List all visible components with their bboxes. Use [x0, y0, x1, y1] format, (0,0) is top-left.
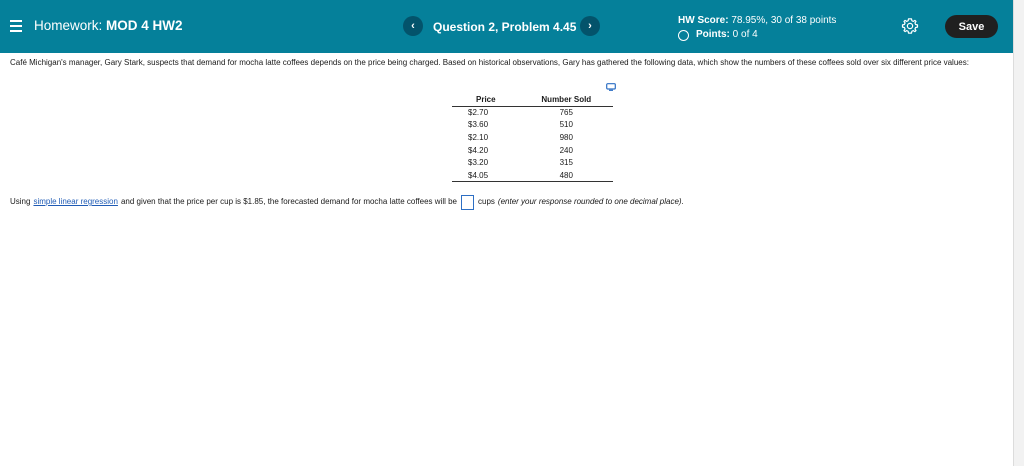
question-label: Question 2, Problem 4.45: [433, 20, 577, 34]
table-row: [452, 119, 613, 132]
number-sold-cell: 510: [559, 120, 573, 130]
price-column-header: Price: [452, 94, 520, 106]
number-sold-cell: 315: [559, 158, 573, 168]
answer-text-before: Using: [10, 197, 31, 206]
next-question-button[interactable]: ›: [580, 16, 600, 36]
points-label: Points:: [696, 29, 730, 40]
points-circle-icon: [678, 30, 689, 41]
table-row: [452, 144, 613, 157]
answer-text-middle: and given that the price per cup is $1.85, the forecasted demand for mocha latte coffees will be: [120, 197, 457, 206]
points-value: 0 of 4: [732, 29, 758, 40]
hamburger-menu-icon[interactable]: [10, 20, 22, 32]
number-sold-cell: 765: [559, 108, 573, 118]
number-sold-cell: 980: [559, 132, 573, 142]
previous-question-button[interactable]: ‹: [403, 16, 423, 36]
price-demand-table: [452, 94, 613, 182]
price-cell: $4.20: [468, 145, 489, 155]
page-scrollbar[interactable]: [1013, 0, 1024, 466]
answer-unit: cups: [478, 197, 495, 206]
table-row: [452, 169, 613, 182]
save-button[interactable]: Save: [945, 15, 998, 38]
number-sold-column-header: Number Sold: [520, 94, 613, 106]
hw-score-label: HW Score:: [678, 15, 729, 26]
homework-title: [34, 18, 183, 33]
number-sold-cell: 480: [520, 169, 613, 182]
number-sold-cell: 240: [559, 145, 573, 155]
answer-sentence: [10, 194, 684, 210]
price-cell: $2.10: [468, 132, 489, 142]
table-header-row: [452, 94, 613, 106]
homework-title-name: MOD 4 HW2: [106, 18, 183, 33]
table-row: [452, 131, 613, 144]
top-bar: [0, 0, 1013, 53]
price-cell: $3.20: [468, 158, 489, 168]
table-row: [452, 106, 613, 119]
simple-linear-regression-link[interactable]: simple linear regression: [33, 197, 118, 206]
table-row: [452, 156, 613, 169]
settings-gear-icon[interactable]: [901, 17, 919, 35]
price-cell: $4.05: [452, 169, 520, 182]
hw-score-value: 78.95%, 30 of 38 points: [731, 15, 837, 26]
copy-data-icon[interactable]: [606, 83, 616, 91]
price-cell: $3.60: [468, 120, 489, 130]
question-prompt: Café Michigan's manager, Gary Stark, suspects that demand for mocha latte coffees depends on the price being charged. Based on historical observations, Gary has gathered the following data, which show the numbers of these coffees sold over six different price values:: [10, 58, 969, 67]
price-cell: $2.70: [468, 108, 489, 118]
answer-input[interactable]: [461, 195, 474, 210]
homework-title-prefix: Homework:: [34, 18, 103, 33]
score-panel: [678, 14, 836, 42]
answer-hint: (enter your response rounded to one decimal place).: [497, 197, 684, 206]
